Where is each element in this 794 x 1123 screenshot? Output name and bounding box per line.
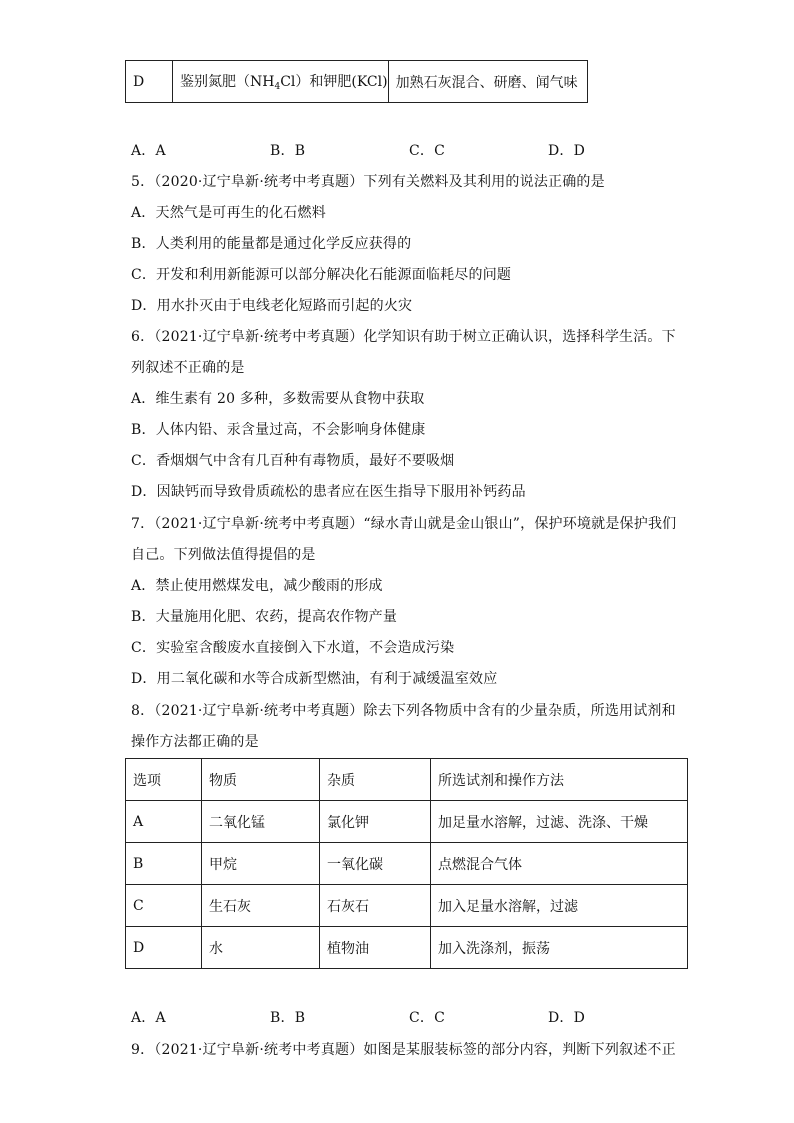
option-d: D．因缺钙而导致骨质疏松的患者应在医生指导下服用补钙药品: [131, 484, 526, 500]
table-cell: D: [126, 61, 173, 103]
q8-table: [125, 758, 688, 969]
option-a: A．天然气是可再生的化石燃料: [131, 205, 326, 221]
option-c: C．香烟烟气中含有几百种有毒物质，最好不要吸烟: [131, 453, 455, 469]
item-text-after: Cl）和钾肥(KCl): [280, 74, 388, 90]
question-stem-line1: 8．（2021·辽宁阜新·统考中考真题）除去下列各物质中含有的少量杂质，所选用试剂和: [131, 703, 676, 719]
table-cell: C: [126, 885, 202, 927]
choice-c: C．C: [409, 1010, 446, 1026]
table-cell: 点燃混合气体: [431, 843, 688, 885]
table-cell: B: [126, 843, 202, 885]
choice-a: A．A: [131, 1010, 166, 1026]
table-cell: 甲烷: [202, 843, 320, 885]
table-row: [126, 885, 688, 927]
item-subscript: 4: [274, 82, 281, 92]
question-stem-line2: 自己。下列做法值得提倡的是: [131, 547, 316, 563]
table-cell: 加入足量水溶解，过滤: [431, 885, 688, 927]
table-cell: 氯化钾: [320, 801, 431, 843]
table-cell: D: [126, 927, 202, 969]
table-header-cell: 所选试剂和操作方法: [431, 759, 688, 801]
table-header-cell: 杂质: [320, 759, 431, 801]
table-cell: 石灰石: [320, 885, 431, 927]
table-row: [126, 843, 688, 885]
table-row: [126, 801, 688, 843]
table-cell: 植物油: [320, 927, 431, 969]
table-cell: 一氧化碳: [320, 843, 431, 885]
option-b: B．人体内铅、汞含量过高，不会影响身体健康: [131, 422, 426, 438]
option-d: D．用水扑灭由于电线老化短路而引起的火灾: [131, 298, 413, 314]
choice-b: B．B: [270, 1010, 306, 1026]
option-c: C．开发和利用新能源可以部分解决化石能源面临耗尽的问题: [131, 267, 512, 283]
table-cell: 水: [202, 927, 320, 969]
question-stem-line2: 列叙述不正确的是: [131, 360, 245, 376]
item-text-before: 鉴别氮肥（NH: [180, 74, 275, 90]
top-table: [125, 60, 588, 103]
table-cell: 加熟石灰混合、研磨、闻气味: [388, 61, 587, 103]
choice-d: D．D: [548, 143, 586, 159]
table-row: [126, 61, 588, 103]
table-cell: 加入洗涤剂，振荡: [431, 927, 688, 969]
option-d: D．用二氧化碳和水等合成新型燃油，有利于减缓温室效应: [131, 671, 498, 687]
choice-b: B．B: [270, 143, 306, 159]
option-b: B．人类利用的能量都是通过化学反应获得的: [131, 236, 412, 252]
table-cell: 加足量水溶解，过滤、洗涤、干燥: [431, 801, 688, 843]
choice-c: C．C: [409, 143, 446, 159]
choice-d: D．D: [548, 1010, 586, 1026]
table-cell: 生石灰: [202, 885, 320, 927]
question-stem: 5．（2020·辽宁阜新·统考中考真题）下列有关燃料及其利用的说法正确的是: [131, 174, 605, 190]
option-a: A．禁止使用燃煤发电，减少酸雨的形成: [131, 578, 383, 594]
question-stem-line1: 7．（2021·辽宁阜新·统考中考真题）“绿水青山就是金山银山”，保护环境就是保护我们: [131, 516, 677, 532]
question-stem-line1: 6．（2021·辽宁阜新·统考中考真题）化学知识有助于树立正确认识，选择科学生活。下: [131, 329, 676, 345]
table-row: [126, 927, 688, 969]
table-cell: [173, 61, 389, 103]
option-a: A．维生素有 20 多种，多数需要从食物中获取: [131, 391, 425, 407]
table-header-row: [126, 759, 688, 801]
table-cell: A: [126, 801, 202, 843]
table-header-cell: 物质: [202, 759, 320, 801]
question-stem-line2: 操作方法都正确的是: [131, 734, 259, 750]
option-b: B．大量施用化肥、农药，提高农作物产量: [131, 609, 398, 625]
table-cell: 二氧化锰: [202, 801, 320, 843]
question-stem-line1: 9．（2021·辽宁阜新·统考中考真题）如图是某服装标签的部分内容，判断下列叙述不正: [131, 1042, 676, 1058]
option-c: C．实验室含酸废水直接倒入下水道，不会造成污染: [131, 640, 455, 656]
choice-a: A．A: [131, 143, 166, 159]
table-header-cell: 选项: [126, 759, 202, 801]
